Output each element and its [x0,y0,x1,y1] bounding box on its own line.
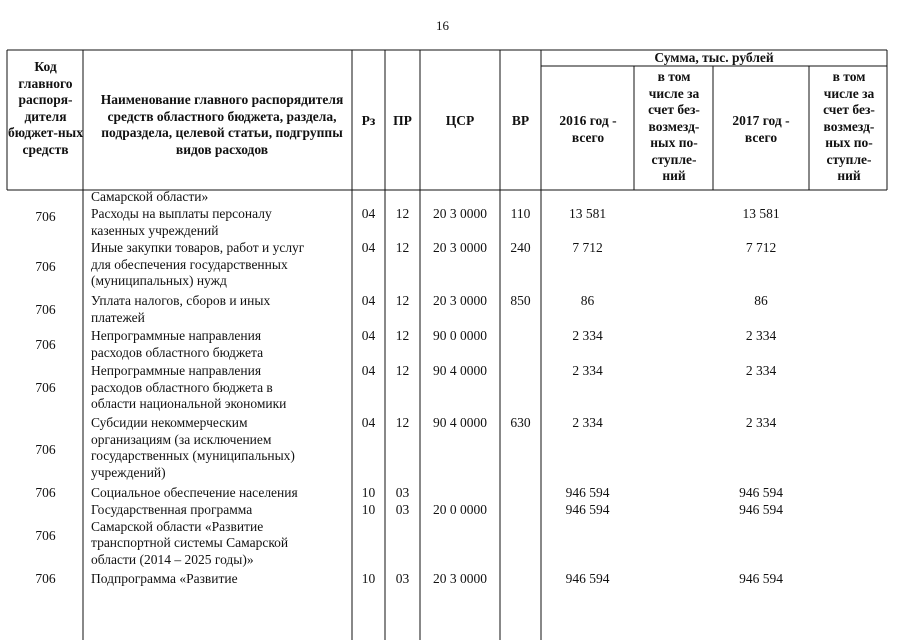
header-sum-title: Сумма, тыс. рублей [654,50,774,65]
row-name: Расходы на выплаты персоналу казенных учреждений [91,206,272,238]
header-name: Наименование главного распорядителя средств областного бюджета, раздела, подраздела, целевой статьи, подгруппы видов расходов [100,92,344,157]
row-code: 706 [35,337,56,352]
row-code: 706 [35,302,56,317]
header-2016-total: 2016 год - всего [559,113,617,145]
row-pr: 03 [395,571,410,586]
row-name: Иные закупки товаров, работ и услуг для обеспечения государственных (муниципальных) нужд [91,240,305,288]
row-vr: 630 [510,415,531,430]
row-vr: 240 [510,240,531,255]
row-code: 706 [35,442,56,457]
row-pr: 12 [395,240,410,255]
header-csr: ЦСР [445,113,475,128]
row-csr: 20 3 0000 [433,571,487,586]
row-2017: 2 334 [745,328,777,343]
row-code: 706 [35,528,56,543]
row-2017: 946 594 [739,502,783,517]
row-csr: 90 4 0000 [433,415,487,430]
row-csr: 20 3 0000 [433,206,487,221]
continuation-text: Самарской области» [91,189,209,204]
row-code: 706 [35,485,56,500]
row-2016: 2 334 [572,415,603,430]
row-csr: 20 0 0000 [433,502,487,517]
row-pr: 12 [395,415,410,430]
header-pr: ПР [393,113,412,128]
row-name: Непрограммные направления расходов областного бюджета [91,328,264,360]
row-rz: 10 [361,571,376,586]
row-code: 706 [35,209,56,224]
row-name: Субсидии некоммерческим организациям (за исключением государственных (муниципальных) учреждений) [91,415,295,480]
row-pr: 03 [395,502,410,517]
row-pr: 03 [395,485,410,500]
header-2017-incl: в том числе за счет без-возмезд-ных по-ступле-ний [823,69,875,183]
row-name: Уплата налогов, сборов и иных платежей [91,293,271,325]
header-2016-incl: в том числе за счет без-возмезд-ных по-ступле-ний [648,69,700,183]
row-pr: 12 [395,328,410,343]
row-rz: 04 [361,240,376,255]
row-2017: 7 712 [745,240,777,255]
row-pr: 12 [395,206,410,221]
row-rz: 04 [361,363,376,378]
header-rz: Рз [361,113,376,128]
row-code: 706 [35,259,56,274]
row-csr: 90 4 0000 [433,363,487,378]
row-csr: 20 3 0000 [433,293,487,308]
row-code: 706 [35,571,56,586]
row-2016: 946 594 [565,571,610,586]
row-2016: 7 712 [572,240,603,255]
row-rz: 04 [361,415,376,430]
header-code: Код главного распоря-дителя бюджет-ных средств [8,59,83,157]
row-csr: 90 0 0000 [433,328,487,343]
row-name: Подпрограмма «Развитие [91,571,238,586]
row-rz: 04 [361,293,376,308]
row-csr: 20 3 0000 [433,240,487,255]
row-rz: 04 [361,328,376,343]
row-rz: 10 [361,502,376,517]
row-name: Социальное обеспечение населения [91,485,298,500]
row-vr: 110 [510,206,531,221]
row-rz: 10 [361,485,376,500]
row-2016: 2 334 [572,328,603,343]
row-name: Непрограммные направления расходов областного бюджета в области национальной экономики [91,363,287,411]
header-2017-total: 2017 год - всего [732,113,790,145]
row-2017: 946 594 [739,571,783,586]
row-2016: 13 581 [568,206,607,221]
row-vr: 850 [510,293,531,308]
row-rz: 04 [361,206,376,221]
row-2017: 946 594 [739,485,783,500]
row-2016: 946 594 [565,485,610,500]
header-vr: ВР [511,113,530,128]
row-pr: 12 [395,293,410,308]
row-2016: 946 594 [565,502,610,517]
row-2016: 86 [580,293,595,308]
row-code: 706 [35,380,56,395]
row-name: Государственная программа Самарской области «Развитие транспортной системы Самарской области (2014 – 2025 годы)» [91,502,289,567]
row-2017: 13 581 [742,206,780,221]
row-2017: 86 [754,293,768,308]
row-2017: 2 334 [745,415,777,430]
row-pr: 12 [395,363,410,378]
row-2016: 2 334 [572,363,603,378]
page-number: 16 [436,18,449,33]
row-2017: 2 334 [745,363,777,378]
